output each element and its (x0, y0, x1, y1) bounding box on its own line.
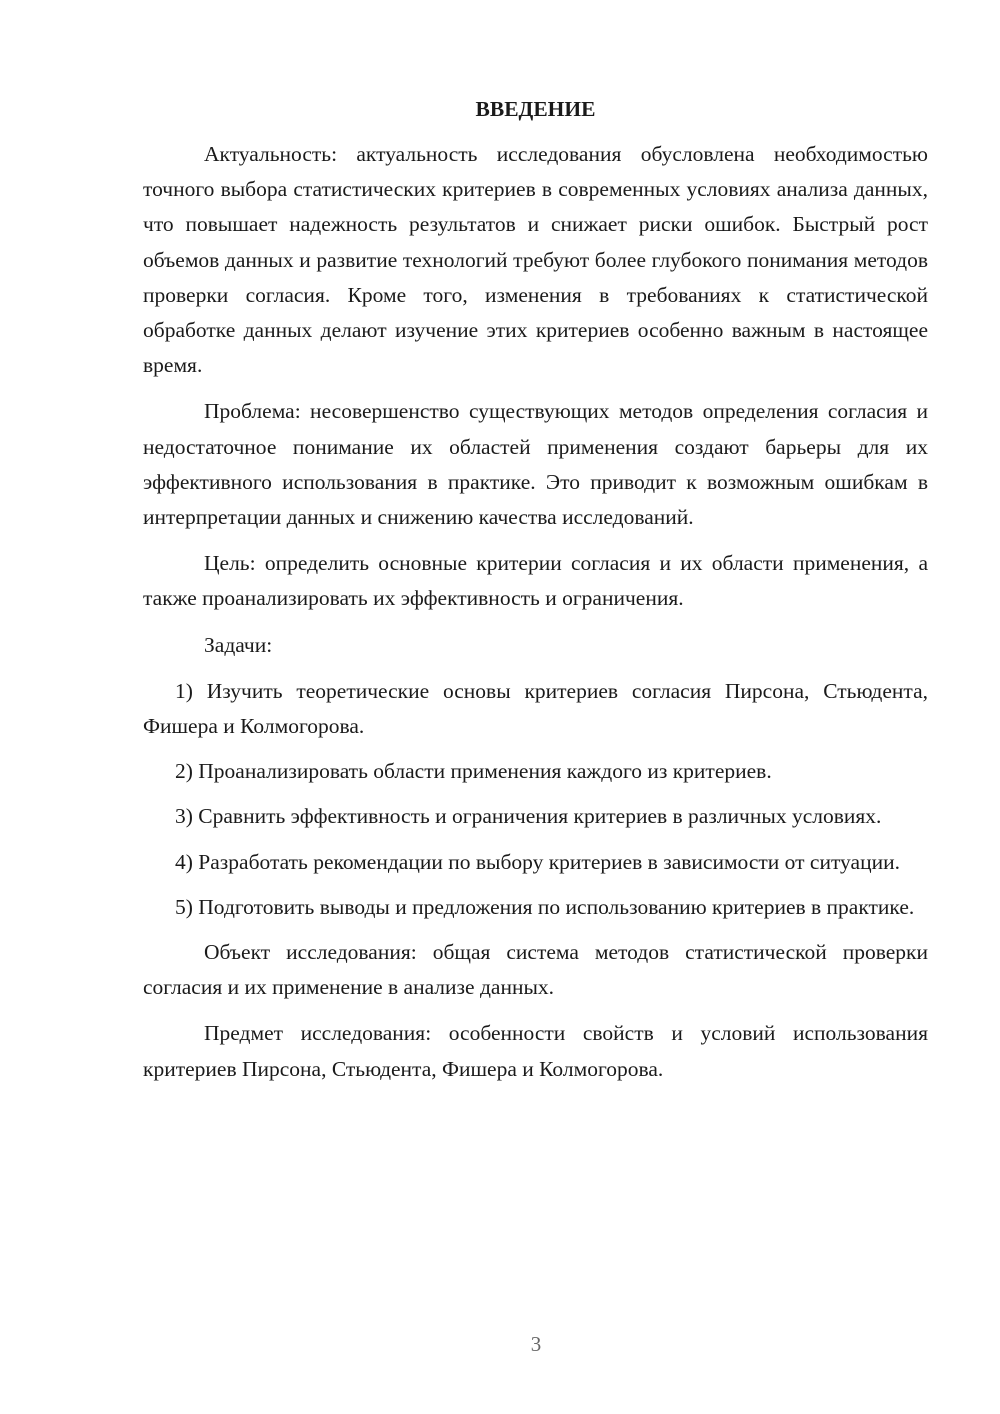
tasks-label: Задачи: (204, 632, 273, 657)
object-paragraph: Объект исследования: общая система методов статистической проверки согласия и их применение в анализе данных. (143, 940, 928, 1000)
page-number: 3 (530, 1332, 542, 1356)
task-item-2: 2) Проанализировать области применения каждого из критериев. (175, 759, 772, 784)
task-item-5: 5) Подготовить выводы и предложения по использованию критериев в практике. (175, 894, 915, 919)
task-item-3: 3) Сравнить эффективность и ограничения критериев в различных условиях. (175, 804, 882, 829)
task-item-1: 1) Изучить теоретические основы критериев согласия Пирсона, Стьюдента, Фишера и Колмогорова. (143, 678, 928, 739)
task-item-4: 4) Разработать рекомендации по выбору критериев в зависимости от ситуации. (175, 849, 900, 874)
document-page (143, 94, 928, 1098)
relevance-paragraph: Актуальность: актуальность исследования обусловлена необходимостью точного выбора статистических критериев в современных условиях анализа данных, что повышает надежность результатов и снижает риски ошибок. Быстрый рост объемов данных и развитие технологий требуют более глубокого понимания методов проверки согласия. Кроме того, изменения в требованиях к статистической обработке данных делают изучение этих критериев особенно важным в настоящее время. (143, 142, 928, 378)
goal-paragraph: Цель: определить основные критерии согласия и их области применения, а также проанализировать их эффективность и ограничения. (143, 551, 928, 611)
tasks-list (143, 674, 928, 925)
problem-paragraph: Проблема: несовершенство существующих методов определения согласия и недостаточное понимание их областей применения создают барьеры для их эффективного использования в практике. Это приводит к возможным ошибкам в интерпретации данных и снижению качества исследований. (143, 399, 928, 530)
subject-paragraph: Предмет исследования: особенности свойств и условий использования критериев Пирсона, Стьюдента, Фишера и Колмогорова. (143, 1021, 928, 1081)
document-title: ВВЕДЕНИЕ (475, 97, 596, 121)
